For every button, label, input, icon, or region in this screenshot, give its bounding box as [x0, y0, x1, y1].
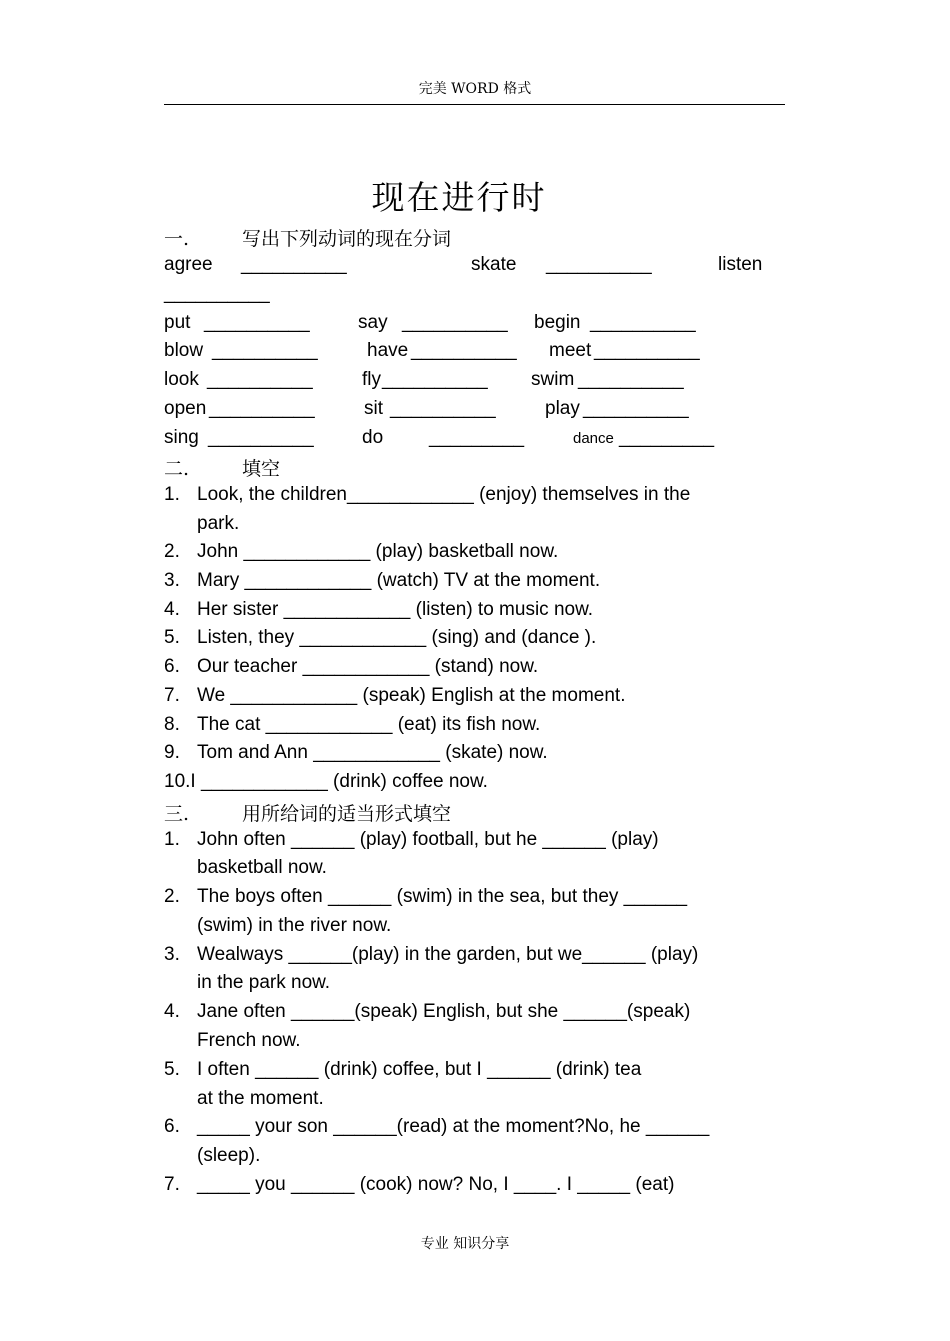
s2-item-number: 9. — [164, 742, 180, 763]
word-fly: fly — [362, 369, 381, 390]
word-blank[interactable]: __________ — [402, 312, 508, 333]
s2-item-text: We ____________ (speak) English at the moment. — [197, 685, 626, 706]
word-blank[interactable]: __________ — [546, 254, 652, 275]
word-say: say — [358, 312, 388, 333]
s3-item-text: John often ______ (play) football, but he ______ (play) — [197, 829, 659, 850]
word-blank[interactable]: __________ — [208, 427, 314, 448]
s2-item-text: Mary ____________ (watch) TV at the moment. — [197, 570, 601, 591]
s2-item-text: Tom and Ann ____________ (skate) now. — [197, 742, 548, 763]
header-rule — [164, 104, 785, 105]
word-blank[interactable]: _________ — [429, 427, 525, 448]
word-skate: skate — [471, 254, 517, 275]
word-blank[interactable]: __________ — [209, 398, 315, 419]
word-have: have — [367, 340, 409, 361]
s3-item-cont: at the moment. — [197, 1088, 324, 1109]
s2-item-cont: park. — [197, 513, 240, 534]
s3-item-number: 1. — [164, 829, 180, 850]
s3-item-number: 4. — [164, 1001, 180, 1022]
word-blank[interactable]: __________ — [411, 340, 517, 361]
section2-heading: 填空 — [242, 458, 281, 480]
s2-item-text: The cat ____________ (eat) its fish now. — [197, 714, 541, 735]
word-sing: sing — [164, 427, 199, 448]
s2-item-text: Look, the children____________ (enjoy) themselves in the — [197, 484, 691, 505]
page-header: 完美 WORD 格式 — [418, 81, 532, 97]
word-sit: sit — [364, 398, 383, 419]
s3-item-cont: basketball now. — [197, 857, 327, 878]
word-do: do — [362, 427, 384, 448]
s3-item-text: Wealways ______(play) in the garden, but we______ (play) — [197, 944, 699, 965]
s3-item-number: 6. — [164, 1116, 180, 1137]
word-blank[interactable]: __________ — [204, 312, 310, 333]
s3-item-number: 7. — [164, 1174, 180, 1195]
s2-item-text: John ____________ (play) basketball now. — [197, 541, 559, 562]
s2-item-number: 1. — [164, 484, 180, 505]
word-open: open — [164, 398, 207, 419]
s2-item-text: Our teacher ____________ (stand) now. — [197, 656, 539, 677]
s3-item-number: 2. — [164, 886, 180, 907]
word-blank[interactable]: __________ — [578, 369, 684, 390]
s3-item-text: _____ your son ______(read) at the moment?No, he ______ — [197, 1116, 710, 1137]
s3-item-cont: (sleep). — [197, 1145, 261, 1166]
word-blank[interactable]: __________ — [212, 340, 318, 361]
section1-heading: 写出下列动词的现在分词 — [242, 228, 452, 250]
word-blank[interactable]: __________ — [241, 254, 347, 275]
s2-item-number: 6. — [164, 656, 180, 677]
s3-item-text: _____ you ______ (cook) now? No, I ____. I _____ (eat) — [197, 1174, 675, 1195]
s3-item-number: 3. — [164, 944, 180, 965]
s2-item-number: 3. — [164, 570, 180, 591]
word-blank[interactable]: __________ — [164, 283, 270, 304]
word-blow: blow — [164, 340, 204, 361]
s3-item-cont: (swim) in the river now. — [197, 915, 392, 936]
s3-item-cont: French now. — [197, 1030, 301, 1051]
s3-item-text: The boys often ______ (swim) in the sea, but they ______ — [197, 886, 688, 907]
word-swim: swim — [531, 369, 575, 390]
s3-item-number: 5. — [164, 1059, 180, 1080]
s2-item-text: 10.I ____________ (drink) coffee now. — [164, 771, 488, 792]
s2-item-number: 8. — [164, 714, 180, 735]
word-blank[interactable]: __________ — [390, 398, 496, 419]
s2-item-number: 4. — [164, 599, 180, 620]
s3-item-text: I often ______ (drink) coffee, but I ______ (drink) tea — [197, 1059, 642, 1080]
page-footer: 专业 知识分享 — [420, 1236, 510, 1252]
word-blank[interactable]: __________ — [207, 369, 313, 390]
word-blank[interactable]: __________ — [594, 340, 700, 361]
s2-item-number: 7. — [164, 685, 180, 706]
s2-item-number: 2. — [164, 541, 180, 562]
word-put: put — [164, 312, 191, 333]
word-meet: meet — [549, 340, 592, 361]
section1-number: 一. — [164, 228, 190, 250]
word-dance: dance — [573, 430, 614, 447]
section3-heading: 用所给词的适当形式填空 — [242, 803, 452, 825]
word-begin: begin — [534, 312, 581, 333]
word-blank[interactable]: __________ — [590, 312, 696, 333]
word-blank[interactable]: __________ — [583, 398, 689, 419]
s3-item-text: Jane often ______(speak) English, but she ______(speak) — [197, 1001, 691, 1022]
word-look: look — [164, 369, 199, 390]
section3-number: 三. — [164, 803, 190, 825]
word-play: play — [545, 398, 580, 419]
page-title: 现在进行时 — [371, 178, 547, 217]
s2-item-number: 5. — [164, 627, 180, 648]
word-blank[interactable]: __________ — [382, 369, 488, 390]
s2-item-text: Listen, they ____________ (sing) and (dance ). — [197, 627, 597, 648]
word-agree: agree — [164, 254, 213, 275]
s2-item-text: Her sister ____________ (listen) to music now. — [197, 599, 594, 620]
s3-item-cont: in the park now. — [197, 972, 331, 993]
section2-number: 二. — [164, 458, 190, 480]
word-listen: listen — [718, 254, 763, 275]
word-blank[interactable]: _________ — [619, 427, 715, 448]
